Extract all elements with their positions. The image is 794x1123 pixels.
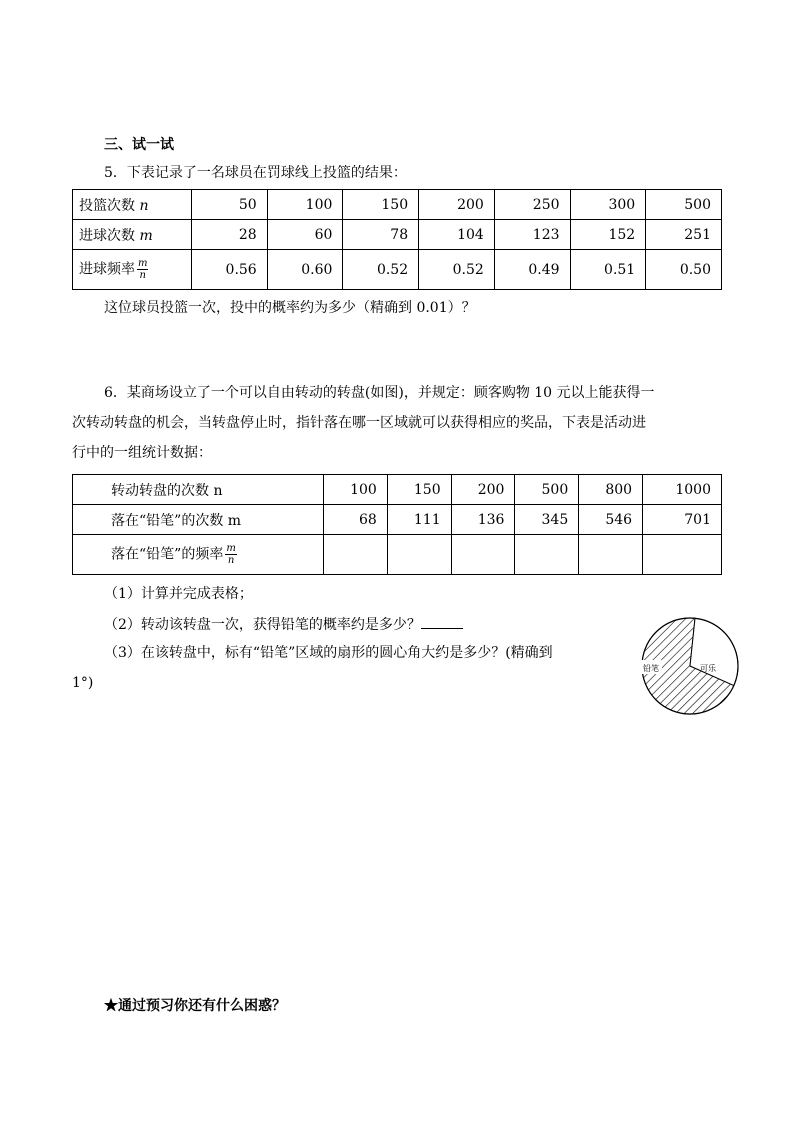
q5-row-goals <box>73 220 722 250</box>
section-heading: 三、试一试 <box>104 137 174 153</box>
table-cell: 28 <box>192 220 268 250</box>
table-cell: 0.52 <box>343 250 419 290</box>
table-cell: 50 <box>192 190 268 220</box>
q5-table <box>72 189 722 290</box>
table-cell: 123 <box>494 220 570 250</box>
q6-prompt-line-2: 次转动转盘的机会，当转盘停止时，指针落在哪一区域就可以获得相应的奖品，下表是活动进 <box>72 415 646 431</box>
q6-prompt-line-1: 6．某商场设立了一个可以自由转动的转盘(如图)，并规定：顾客购物 10 元以上能获得一 <box>104 385 655 401</box>
table-cell: 100 <box>267 190 343 220</box>
answer-blank[interactable] <box>421 614 463 629</box>
q6-sub3-line-1: （3）在该转盘中，标有“铅笔”区域的扇形的圆心角大约是多少？(精确到 <box>104 645 553 661</box>
table-cell: 0.56 <box>192 250 268 290</box>
table-cell: 200 <box>451 475 515 505</box>
table-cell: 60 <box>267 220 343 250</box>
q5-row-label: 进球频率 $\frac{m}{n}$ <box>73 250 192 290</box>
table-cell: 0.49 <box>494 250 570 290</box>
footer-prompt: ★通过预习你还有什么困惑？ <box>104 998 286 1014</box>
q6-row-label: 转动转盘的次数 n <box>73 475 324 505</box>
q6-table <box>72 474 722 575</box>
table-cell: 78 <box>343 220 419 250</box>
q5-row-frequency <box>73 250 722 290</box>
table-cell: 150 <box>343 190 419 220</box>
fraction-m-over-n: $\frac{m}{n}$ <box>138 258 148 281</box>
table-cell: 701 <box>643 505 722 535</box>
pencil-label: 铅笔 <box>643 664 659 673</box>
q5-row-label: 进球次数 m <box>73 220 192 250</box>
table-cell: 251 <box>646 220 722 250</box>
table-cell: 0.50 <box>646 250 722 290</box>
q5-row-label: 投篮次数 n <box>73 190 192 220</box>
table-cell: 0.51 <box>570 250 646 290</box>
table-cell: 0.60 <box>267 250 343 290</box>
q6-row-spins <box>73 475 722 505</box>
table-cell: 104 <box>419 220 495 250</box>
table-cell: 152 <box>570 220 646 250</box>
blank-answer-cell[interactable] <box>324 535 388 575</box>
q6-prompt-line-3: 行中的一组统计数据： <box>72 445 212 461</box>
table-cell: 200 <box>419 190 495 220</box>
blank-answer-cell[interactable] <box>387 535 451 575</box>
q5-question: 这位球员投篮一次，投中的概率约为多少（精确到 0.01）？ <box>104 300 476 316</box>
table-cell: 300 <box>570 190 646 220</box>
q6-sub3-line-2: 1°) <box>72 675 94 691</box>
table-cell: 500 <box>515 475 579 505</box>
table-cell: 345 <box>515 505 579 535</box>
table-cell: 500 <box>646 190 722 220</box>
q6-row-pencil-count <box>73 505 722 535</box>
table-cell: 68 <box>324 505 388 535</box>
table-cell: 136 <box>451 505 515 535</box>
table-cell: 546 <box>579 505 643 535</box>
blank-answer-cell[interactable] <box>515 535 579 575</box>
table-cell: 800 <box>579 475 643 505</box>
q6-sub1: （1）计算并完成表格； <box>104 586 253 602</box>
drink-label: 可乐 <box>700 664 716 673</box>
q6-row-label: 落在“铅笔”的频率 $\frac{m}{n}$ <box>73 535 324 575</box>
table-cell: 111 <box>387 505 451 535</box>
table-cell: 250 <box>494 190 570 220</box>
spinner-figure <box>630 606 750 726</box>
q6-sub2: （2）转动该转盘一次，获得铅笔的概率约是多少？ <box>104 614 463 634</box>
table-cell: 1000 <box>643 475 722 505</box>
blank-answer-cell[interactable] <box>451 535 515 575</box>
table-cell: 0.52 <box>419 250 495 290</box>
blank-answer-cell[interactable] <box>643 535 722 575</box>
q5-row-shots <box>73 190 722 220</box>
q6-row-label: 落在“铅笔”的次数 m <box>73 505 324 535</box>
blank-answer-cell[interactable] <box>579 535 643 575</box>
table-cell: 150 <box>387 475 451 505</box>
q5-prompt: 5．下表记录了一名球员在罚球线上投篮的结果： <box>104 165 407 181</box>
table-cell: 100 <box>324 475 388 505</box>
fraction-m-over-n: $\frac{m}{n}$ <box>226 543 236 566</box>
q6-row-pencil-frequency <box>73 535 722 575</box>
